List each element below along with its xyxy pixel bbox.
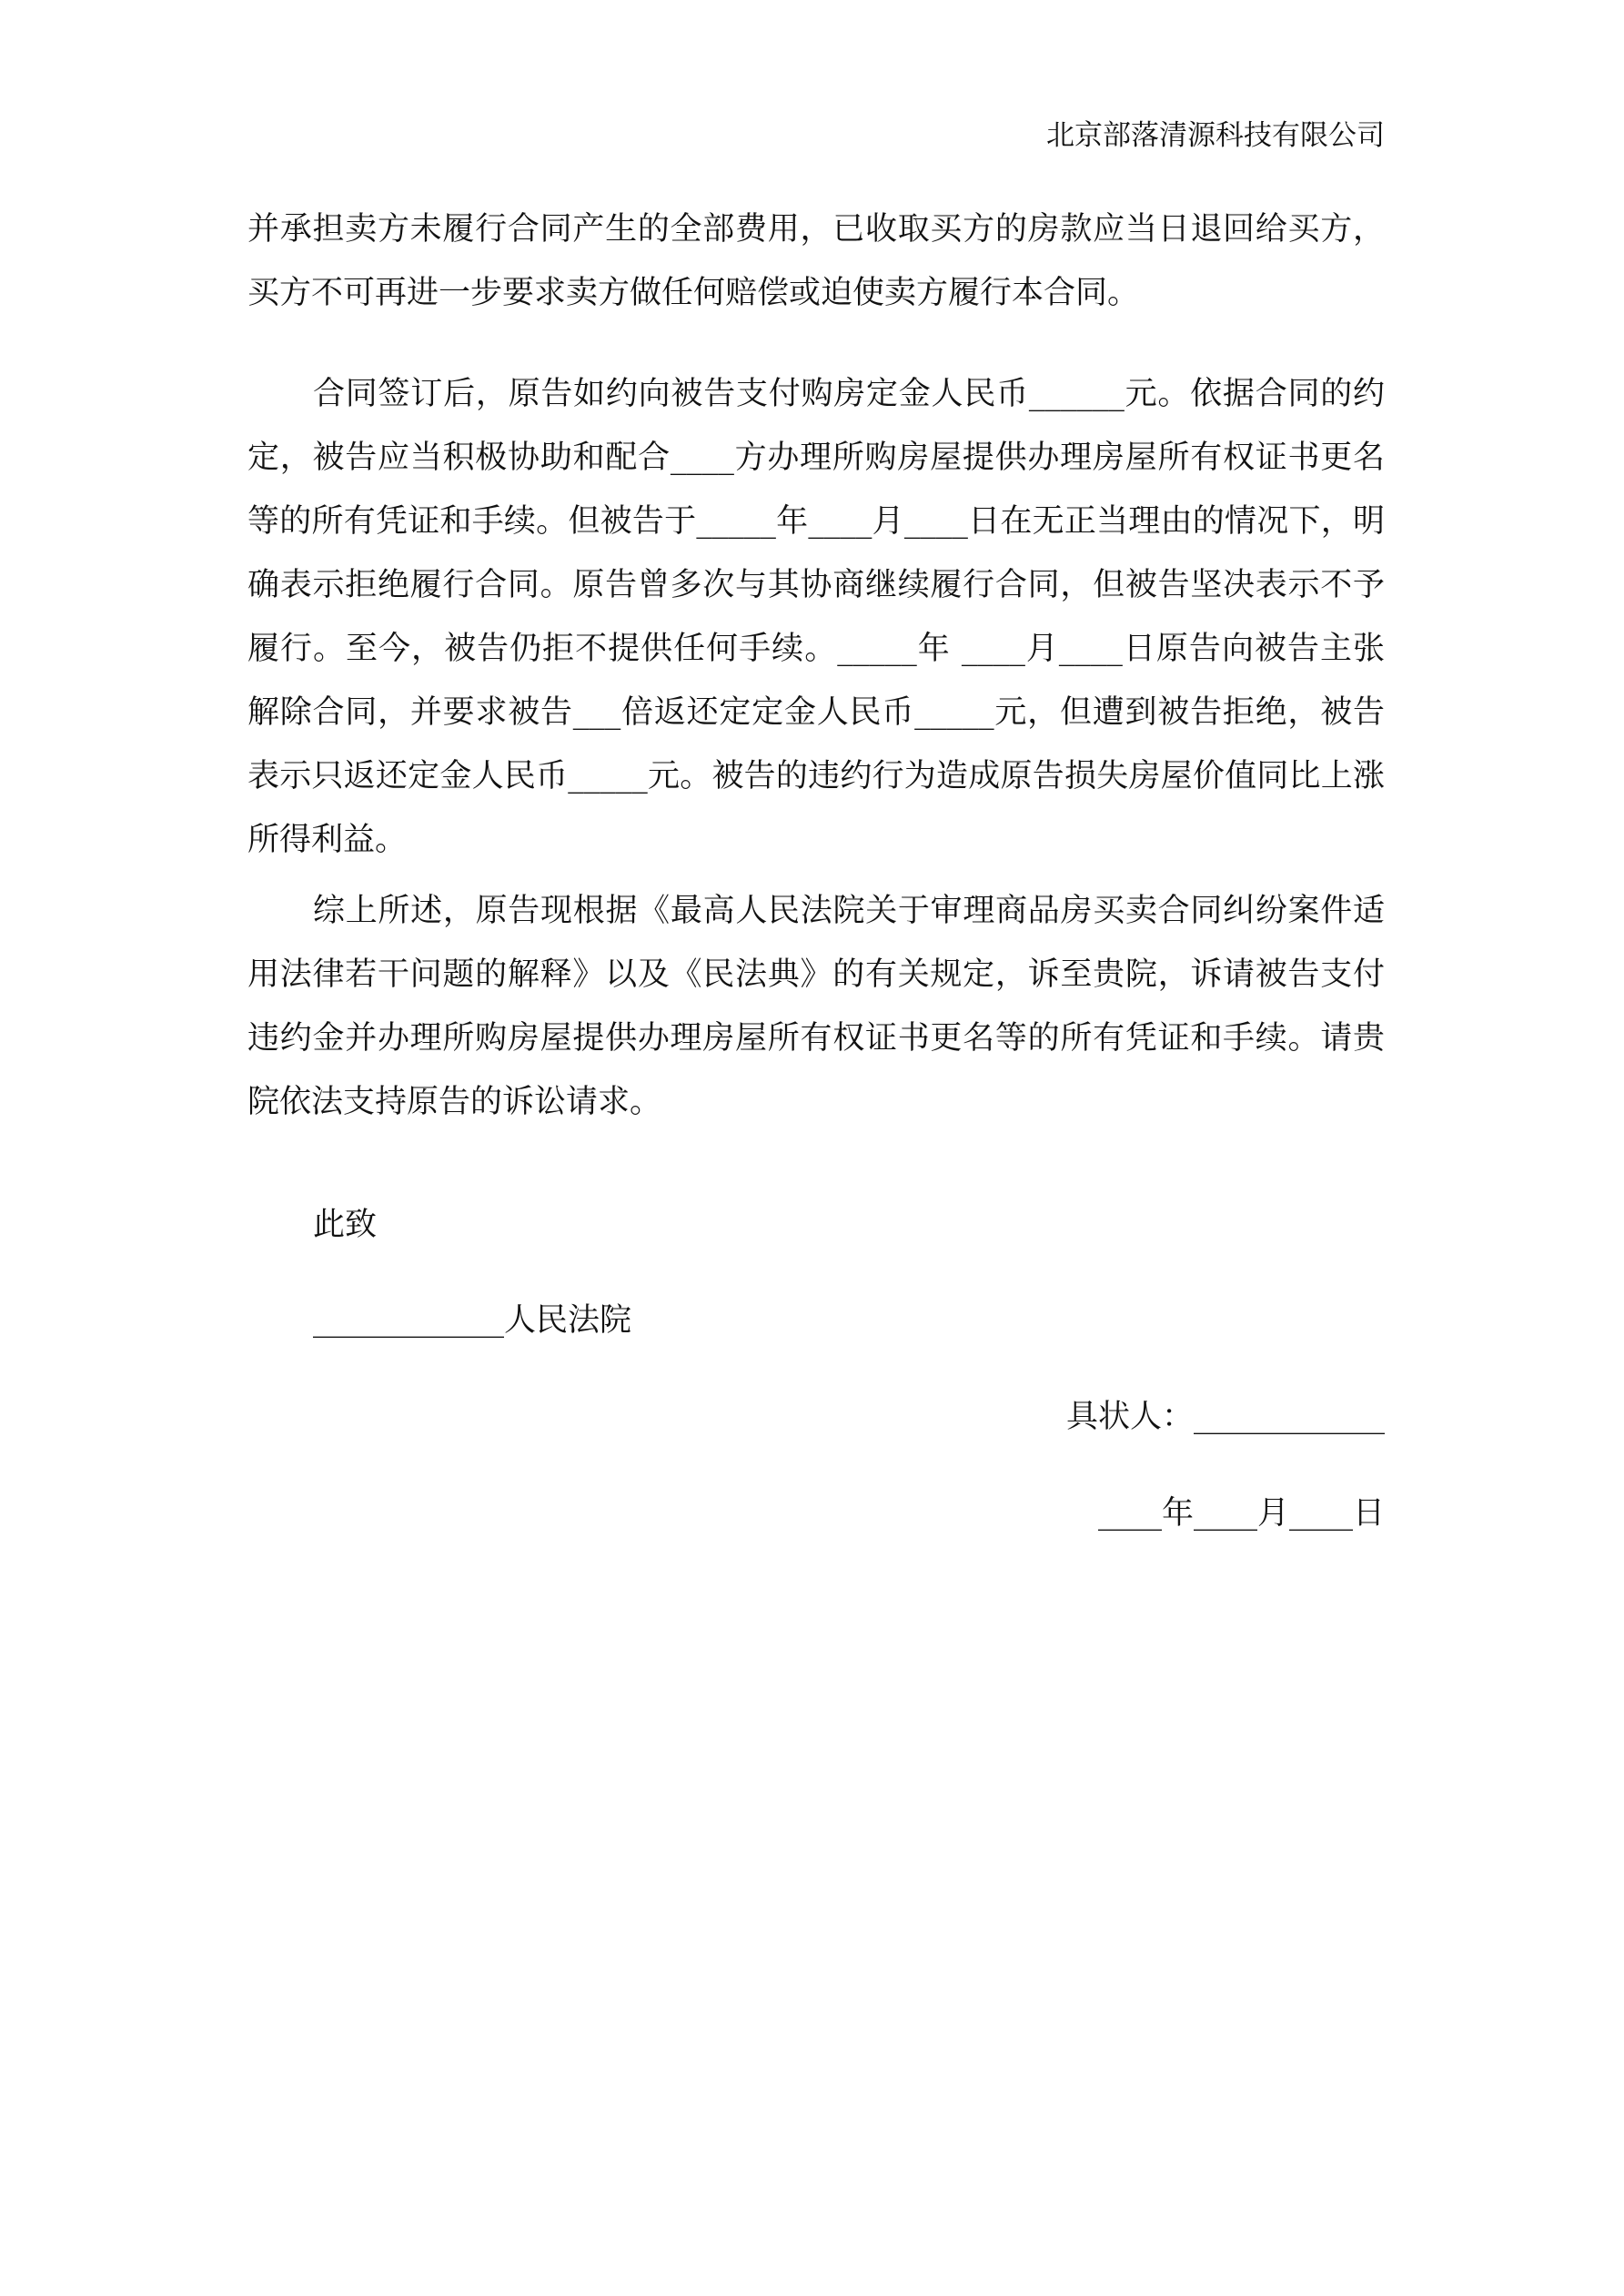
salutation: 此致	[313, 1207, 378, 1243]
company-header: 北京部落清源科技有限公司	[1046, 119, 1385, 152]
paragraph-conclusion: 综上所述，原告现根据《最高人民法院关于审理商品房买卖合同纠纷案件适用法律若干问题的解释》以及《民法典》的有关规定，诉至贵院，诉请被告支付违约金并办理所购房屋提供办理房屋所有权证书更名等的所有凭证和手续。请贵院依法支持原告的诉讼请求。	[247, 893, 1385, 1120]
paragraph-continuation: 并承担卖方未履行合同产生的全部费用，已收取买方的房款应当日退回给买方，买方不可再进一步要求卖方做任何赔偿或迫使卖方履行本合同。	[247, 211, 1385, 311]
paragraph-facts: 合同签订后，原告如约向被告支付购房定金人民币______元。依据合同的约定，被告应当积极协助和配合____方办理所购房屋提供办理房屋所有权证书更名等的所有凭证和手续。但被告于_____年____月____日在无正当理由的情况下，明确表示拒绝履行合同。原告曾多次与其协商继续履行合同，但被告坚决表示不予履行。至今，被告仍拒不提供任何手续。_____年 ____月____日原告向被告主张解除合同，并要求被告___倍返还定定金人民币_____元，但遭到被告拒绝，被告表示只返还定金人民币_____元。被告的违约行为造成原告损失房屋价值同比上涨所得利益。	[247, 376, 1385, 858]
signer-line: 具状人：____________	[1065, 1399, 1385, 1435]
court-name-line: ____________人民法院	[313, 1302, 632, 1339]
date-line: ____年____月____日	[1097, 1495, 1385, 1532]
